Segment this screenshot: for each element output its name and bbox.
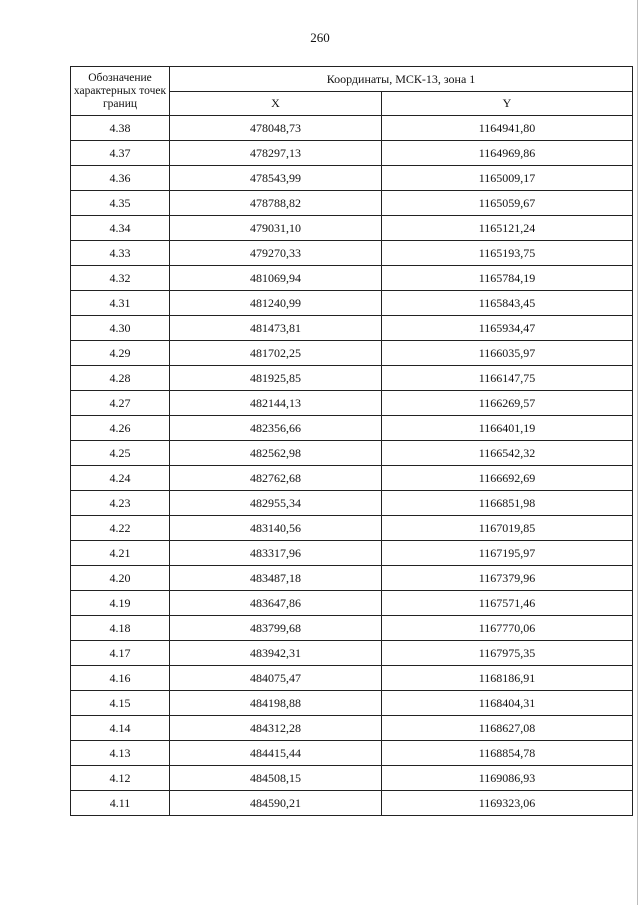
x-cell: 482762,68 <box>170 466 382 491</box>
point-cell: 4.31 <box>71 291 170 316</box>
table-header <box>71 67 633 116</box>
page-number: 260 <box>310 30 330 45</box>
table-row <box>71 241 633 266</box>
x-cell: 479031,10 <box>170 216 382 241</box>
point-cell: 4.13 <box>71 741 170 766</box>
x-cell: 478543,99 <box>170 166 382 191</box>
point-cell: 4.38 <box>71 116 170 141</box>
table-row <box>71 616 633 641</box>
y-cell: 1164969,86 <box>382 141 633 166</box>
table-row <box>71 516 633 541</box>
point-cell: 4.32 <box>71 266 170 291</box>
table-row <box>71 791 633 816</box>
point-cell: 4.15 <box>71 691 170 716</box>
point-cell: 4.11 <box>71 791 170 816</box>
point-cell: 4.24 <box>71 466 170 491</box>
point-cell: 4.37 <box>71 141 170 166</box>
x-cell: 478297,13 <box>170 141 382 166</box>
point-cell: 4.30 <box>71 316 170 341</box>
x-column-header: X <box>170 92 382 116</box>
x-cell: 481925,85 <box>170 366 382 391</box>
table-row <box>71 366 633 391</box>
y-cell: 1167195,97 <box>382 541 633 566</box>
x-cell: 483140,56 <box>170 516 382 541</box>
table-row <box>71 391 633 416</box>
table-row <box>71 716 633 741</box>
y-cell: 1165009,17 <box>382 166 633 191</box>
x-cell: 484508,15 <box>170 766 382 791</box>
x-cell: 478048,73 <box>170 116 382 141</box>
y-cell: 1166401,19 <box>382 416 633 441</box>
x-cell: 484590,21 <box>170 791 382 816</box>
point-cell: 4.14 <box>71 716 170 741</box>
point-cell: 4.17 <box>71 641 170 666</box>
point-designation-header: Обозначение характерных точек границ <box>71 67 170 116</box>
table-row <box>71 116 633 141</box>
x-cell: 482356,66 <box>170 416 382 441</box>
point-cell: 4.28 <box>71 366 170 391</box>
table-row <box>71 566 633 591</box>
y-column-header: Y <box>382 92 633 116</box>
x-cell: 483799,68 <box>170 616 382 641</box>
table-row <box>71 666 633 691</box>
x-cell: 481702,25 <box>170 341 382 366</box>
point-cell: 4.20 <box>71 566 170 591</box>
table-body <box>71 116 633 816</box>
y-cell: 1166147,75 <box>382 366 633 391</box>
coordinates-table <box>70 66 633 816</box>
table-row <box>71 591 633 616</box>
y-cell: 1166035,97 <box>382 341 633 366</box>
table-row <box>71 191 633 216</box>
page-edge-line <box>637 0 638 905</box>
table-row <box>71 216 633 241</box>
point-cell: 4.35 <box>71 191 170 216</box>
y-cell: 1166851,98 <box>382 491 633 516</box>
x-cell: 484415,44 <box>170 741 382 766</box>
y-cell: 1168854,78 <box>382 741 633 766</box>
x-cell: 481473,81 <box>170 316 382 341</box>
table-row <box>71 466 633 491</box>
table-row <box>71 641 633 666</box>
table-row <box>71 691 633 716</box>
point-cell: 4.29 <box>71 341 170 366</box>
y-cell: 1166269,57 <box>382 391 633 416</box>
table-row <box>71 341 633 366</box>
x-cell: 482955,34 <box>170 491 382 516</box>
point-cell: 4.22 <box>71 516 170 541</box>
x-cell: 483942,31 <box>170 641 382 666</box>
x-cell: 481069,94 <box>170 266 382 291</box>
x-cell: 482144,13 <box>170 391 382 416</box>
table-row <box>71 316 633 341</box>
table-row <box>71 141 633 166</box>
y-cell: 1166542,32 <box>382 441 633 466</box>
y-cell: 1165784,19 <box>382 266 633 291</box>
x-cell: 483317,96 <box>170 541 382 566</box>
y-cell: 1167975,35 <box>382 641 633 666</box>
x-cell: 484198,88 <box>170 691 382 716</box>
y-cell: 1169086,93 <box>382 766 633 791</box>
y-cell: 1165843,45 <box>382 291 633 316</box>
table-row <box>71 491 633 516</box>
y-cell: 1167379,96 <box>382 566 633 591</box>
y-cell: 1168404,31 <box>382 691 633 716</box>
table-row <box>71 266 633 291</box>
x-cell: 478788,82 <box>170 191 382 216</box>
coordinate-system-header: Координаты, МСК-13, зона 1 <box>170 67 633 92</box>
point-cell: 4.25 <box>71 441 170 466</box>
table-row <box>71 441 633 466</box>
table-row <box>71 166 633 191</box>
y-cell: 1165193,75 <box>382 241 633 266</box>
y-cell: 1168627,08 <box>382 716 633 741</box>
table-row <box>71 416 633 441</box>
x-cell: 484312,28 <box>170 716 382 741</box>
y-cell: 1165121,24 <box>382 216 633 241</box>
x-cell: 484075,47 <box>170 666 382 691</box>
x-cell: 483487,18 <box>170 566 382 591</box>
point-cell: 4.16 <box>71 666 170 691</box>
point-cell: 4.36 <box>71 166 170 191</box>
point-cell: 4.27 <box>71 391 170 416</box>
x-cell: 481240,99 <box>170 291 382 316</box>
y-cell: 1166692,69 <box>382 466 633 491</box>
point-cell: 4.23 <box>71 491 170 516</box>
point-cell: 4.33 <box>71 241 170 266</box>
table-row <box>71 766 633 791</box>
point-cell: 4.12 <box>71 766 170 791</box>
y-cell: 1169323,06 <box>382 791 633 816</box>
y-cell: 1165059,67 <box>382 191 633 216</box>
point-cell: 4.19 <box>71 591 170 616</box>
point-cell: 4.21 <box>71 541 170 566</box>
y-cell: 1168186,91 <box>382 666 633 691</box>
point-cell: 4.26 <box>71 416 170 441</box>
point-cell: 4.34 <box>71 216 170 241</box>
y-cell: 1167019,85 <box>382 516 633 541</box>
table-row <box>71 741 633 766</box>
y-cell: 1167770,06 <box>382 616 633 641</box>
y-cell: 1165934,47 <box>382 316 633 341</box>
x-cell: 479270,33 <box>170 241 382 266</box>
x-cell: 483647,86 <box>170 591 382 616</box>
point-cell: 4.18 <box>71 616 170 641</box>
x-cell: 482562,98 <box>170 441 382 466</box>
table-row <box>71 541 633 566</box>
y-cell: 1164941,80 <box>382 116 633 141</box>
table-row <box>71 291 633 316</box>
y-cell: 1167571,46 <box>382 591 633 616</box>
